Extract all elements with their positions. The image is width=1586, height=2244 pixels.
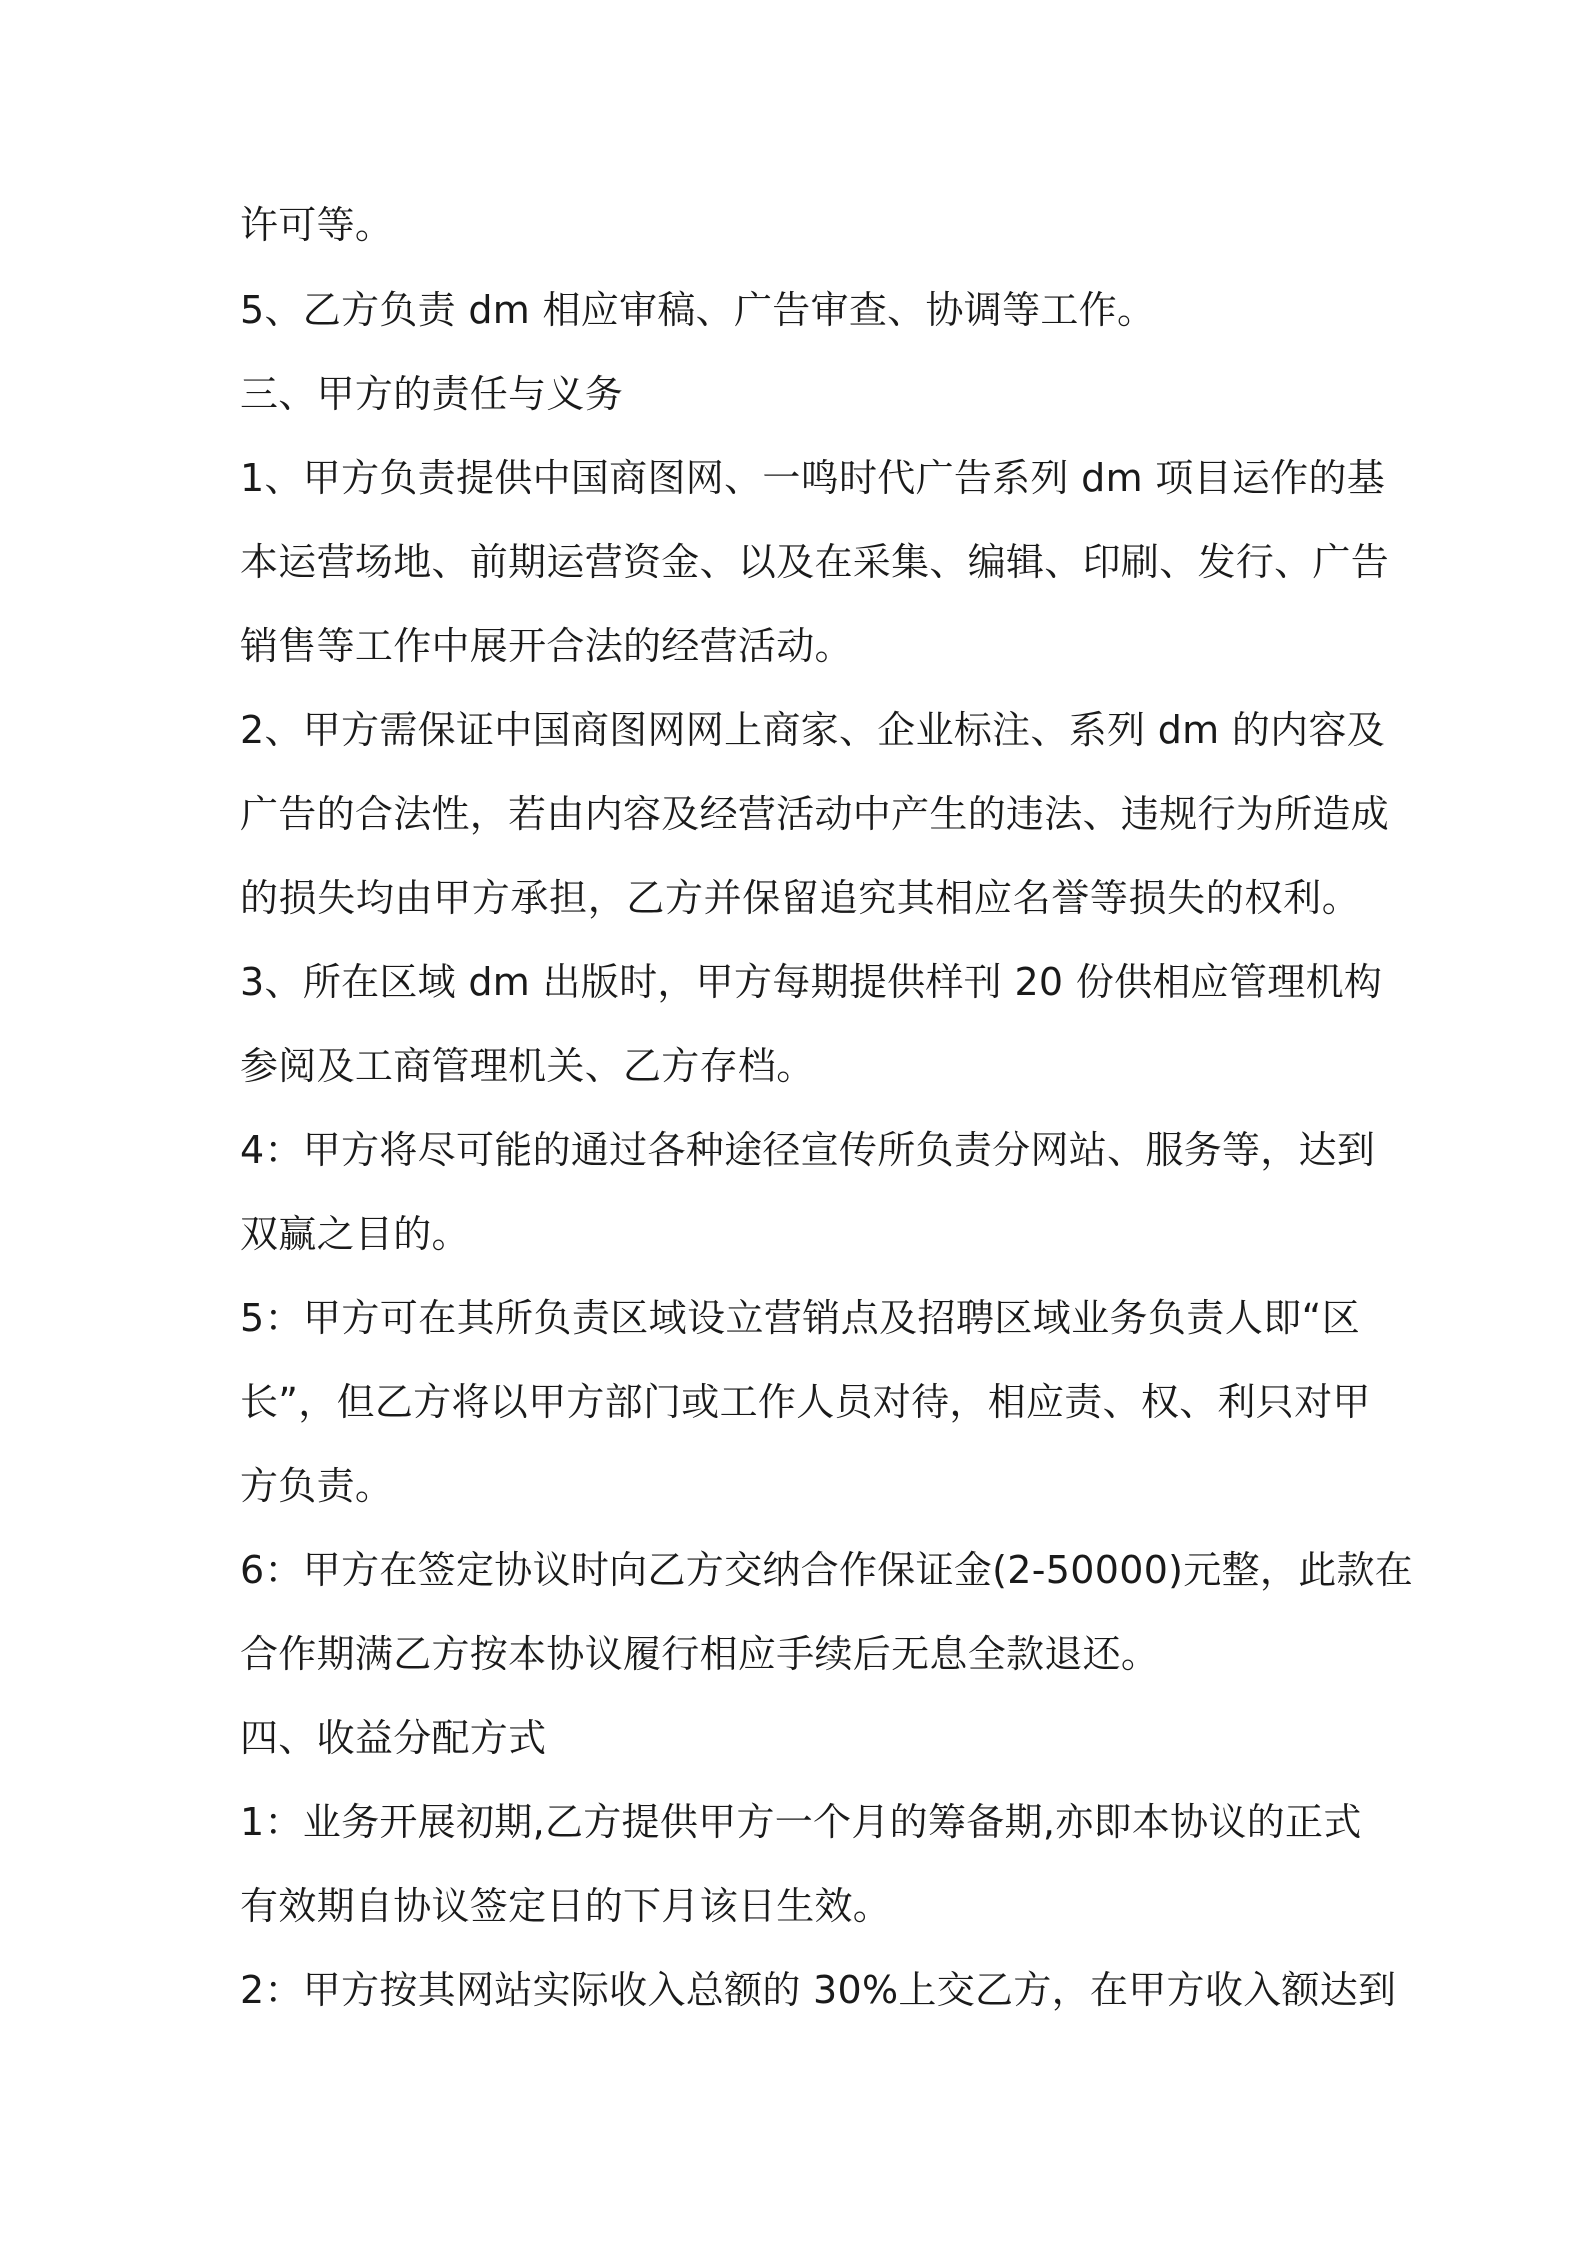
text-line: 本运营场地、前期运营资金、以及在采集、编辑、印刷、发行、广告 <box>240 540 1390 584</box>
section-heading: 三、甲方的责任与义务 <box>240 372 624 416</box>
text-line: 参阅及工商管理机关、乙方存档。 <box>240 1044 815 1088</box>
text-line: 有效期自协议签定日的下月该日生效。 <box>240 1884 892 1928</box>
text-line: 2：甲方按其网站实际收入总额的 30%上交乙方，在甲方收入额达到 <box>240 1968 1397 2012</box>
text-line: 3、所在区域 dm 出版时，甲方每期提供样刊 20 份供相应管理机构 <box>240 960 1383 1004</box>
text-line: 双赢之目的。 <box>240 1212 470 1256</box>
text-line: 5：甲方可在其所负责区域设立营销点及招聘区域业务负责人即“区 <box>240 1296 1360 1340</box>
section-heading: 四、收益分配方式 <box>240 1716 547 1760</box>
text-line: 广告的合法性，若由内容及经营活动中产生的违法、违规行为所造成 <box>240 792 1390 836</box>
text-line: 1：业务开展初期,乙方提供甲方一个月的筹备期,亦即本协议的正式 <box>240 1800 1362 1844</box>
text-line: 许可等。 <box>240 203 394 247</box>
text-line: 5、乙方负责 dm 相应审稿、广告审查、协调等工作。 <box>240 288 1156 332</box>
text-line: 1、甲方负责提供中国商图网、一鸣时代广告系列 dm 项目运作的基 <box>240 456 1386 500</box>
text-line: 长”，但乙方将以甲方部门或工作人员对待，相应责、权、利只对甲 <box>240 1380 1371 1424</box>
text-line: 4：甲方将尽可能的通过各种途径宣传所负责分网站、服务等，达到 <box>240 1128 1376 1172</box>
text-line: 合作期满乙方按本协议履行相应手续后无息全款退还。 <box>240 1632 1160 1676</box>
text-line: 6：甲方在签定协议时向乙方交纳合作保证金(2-50000)元整，此款在 <box>240 1548 1414 1592</box>
text-line: 的损失均由甲方承担，乙方并保留追究其相应名誉等损失的权利。 <box>240 876 1360 920</box>
text-line: 2、甲方需保证中国商图网网上商家、企业标注、系列 dm 的内容及 <box>240 708 1386 752</box>
text-line: 销售等工作中展开合法的经营活动。 <box>240 624 853 668</box>
text-line: 方负责。 <box>240 1464 394 1508</box>
